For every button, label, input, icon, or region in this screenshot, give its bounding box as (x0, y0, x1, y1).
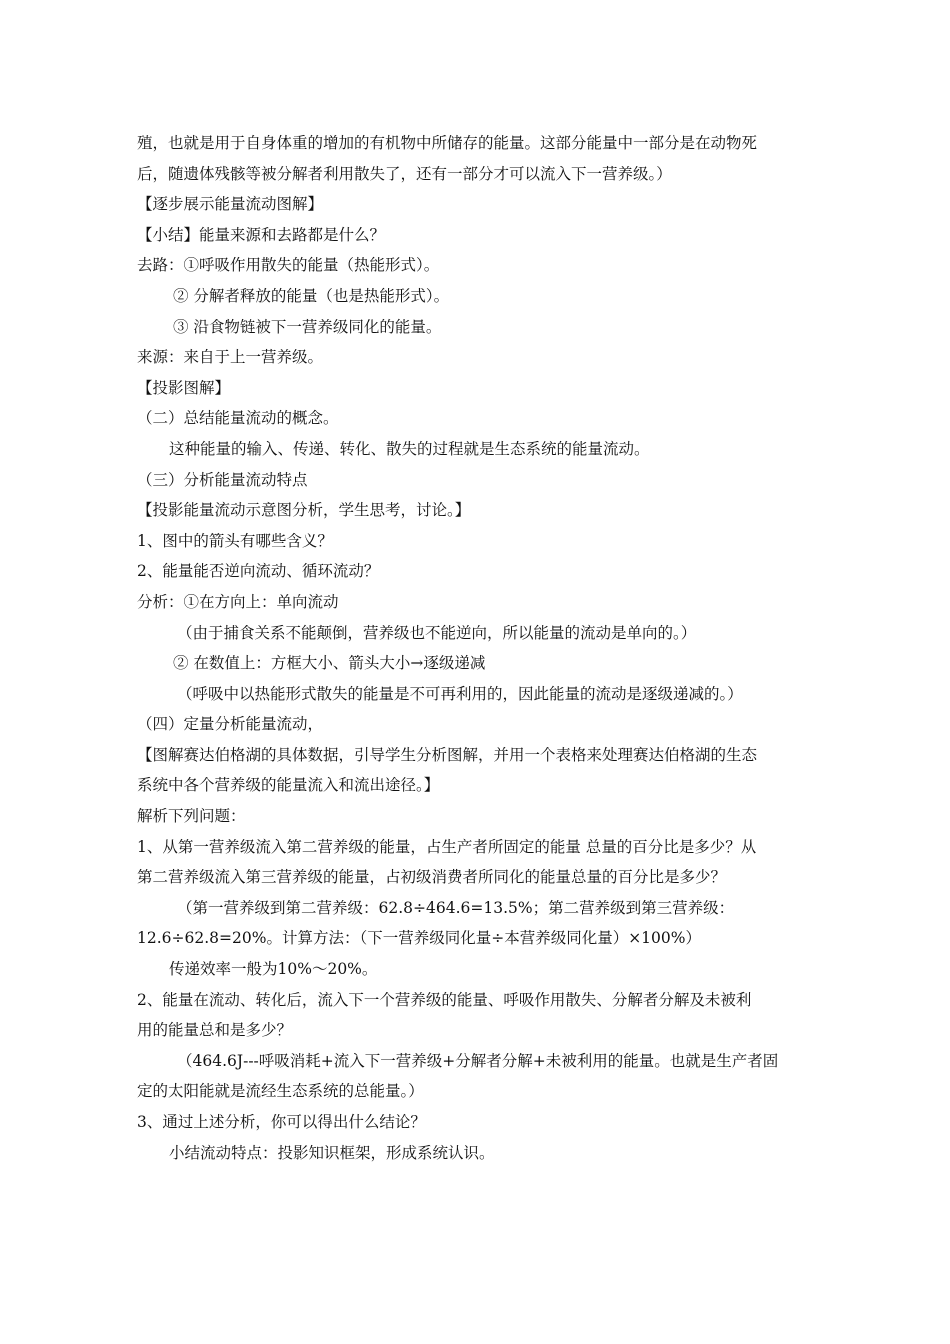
text-line: 1、从第一营养级流入第二营养级的能量，占生产者所固定的能量 总量的百分比是多少？从 (137, 837, 757, 856)
text-line: ② 在数值上：方框大小、箭头大小→逐级递减 (173, 654, 486, 673)
text-line: 【投影能量流动示意图分析，学生思考，讨论。】 (137, 501, 471, 520)
text-line: 3、通过上述分析，你可以得出什么结论？ (137, 1113, 426, 1131)
text-line: ② 分解者释放的能量（也是热能形式）。 (173, 286, 450, 305)
text-line: 【投影图解】 (137, 378, 231, 397)
text-line: （第一营养级到第二营养级：62.8÷464.6=13.5%；第二营养级到第三营养级： (177, 898, 735, 917)
text-line: 后，随遗体残骸等被分解者利用散失了，还有一部分才可以流入下一营养级。） (137, 164, 672, 183)
text-line: 传递效率一般为10%～20%。 (169, 960, 378, 979)
text-line: 来源：来自于上一营养级。 (137, 348, 324, 367)
text-line: 这种能量的输入、传递、转化、散失的过程就是生态系统的能量流动。 (169, 439, 650, 458)
text-line: 2、能量在流动、转化后，流入下一个营养级的能量、呼吸作用散失、分解者分解及未被利 (137, 990, 752, 1009)
text-line: 小结流动特点：投影知识框架，形成系统认识。 (169, 1143, 495, 1162)
text-line: 去路：①呼吸作用散失的能量（热能形式）。 (137, 256, 440, 275)
text-line: 1、图中的箭头有哪些含义？ (137, 531, 333, 550)
text-line: 定的太阳能就是流经生态系统的总能量。） (137, 1082, 424, 1101)
text-line: 第二营养级流入第三营养级的能量，占初级消费者所同化的能量总量的百分比是多少？ (137, 868, 727, 887)
text-line: 解析下列问题： (137, 807, 246, 826)
text-line: （由于捕食关系不能颠倒，营养级也不能逆向，所以能量的流动是单向的。） (177, 623, 697, 642)
text-line: 分析：①在方向上：单向流动 (137, 592, 339, 611)
text-line: 2、能量能否逆向流动、循环流动？ (137, 562, 380, 581)
text-line: 12.6÷62.8=20%。计算方法：（下一营养级同化量÷本营养级同化量）×100%） (137, 929, 701, 948)
text-line: （三）分析能量流动特点 (137, 470, 308, 489)
text-line: ③ 沿食物链被下一营养级同化的能量。 (173, 317, 442, 336)
text-line: 【图解赛达伯格湖的具体数据，引导学生分析图解，并用一个表格来处理赛达伯格湖的生态 (137, 745, 758, 764)
text-line: 用的能量总和是多少？ (137, 1021, 293, 1040)
text-line: 【小结】能量来源和去路都是什么？ (137, 225, 386, 244)
text-line: 系统中各个营养级的能量流入和流出途径。】 (137, 776, 440, 795)
text-line: 殖，也就是用于自身体重的增加的有机物中所储存的能量。这部分能量中一部分是在动物死 (137, 134, 758, 152)
text-line: （呼吸中以热能形式散失的能量是不可再利用的，因此能量的流动是逐级递减的。） (177, 684, 743, 703)
text-line: 【逐步展示能量流动图解】 (137, 195, 324, 214)
text-line: （464.6J---呼吸消耗+流入下一营养级+分解者分解+未被利用的能量。也就是生产者固 (177, 1051, 779, 1070)
document-body (137, 128, 817, 1168)
text-line: （二）总结能量流动的概念。 (137, 409, 339, 428)
text-line: （四）定量分析能量流动， (137, 715, 324, 734)
